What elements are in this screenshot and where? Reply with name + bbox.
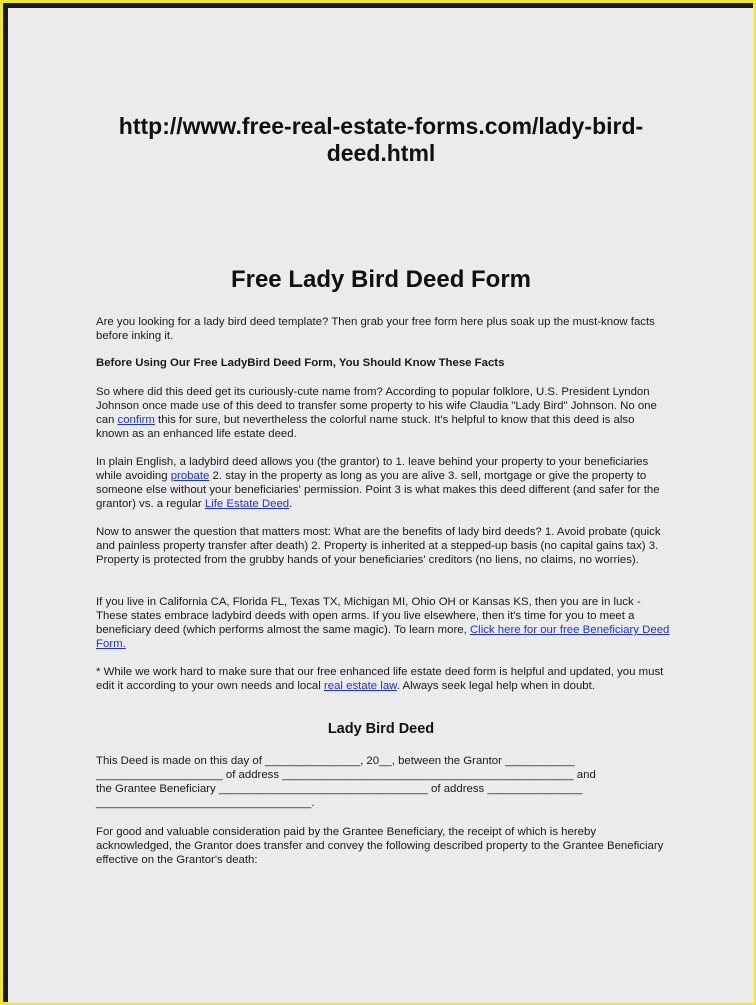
- states-paragraph: [96, 595, 670, 651]
- deed-line-3: the Grantee Beneficiary _________________________________ of address _______________: [96, 783, 583, 795]
- deed-line-4: __________________________________.: [96, 797, 315, 809]
- folklore-paragraph: [96, 385, 670, 441]
- plain-english-text-a: In plain English, a ladybird deed allows you (the grantor) to 1. leave behind your property to your beneficiaries while avoiding: [96, 456, 649, 482]
- plain-english-paragraph: [96, 455, 670, 511]
- confirm-link[interactable]: confirm: [117, 414, 155, 426]
- beneficiary-deed-link[interactable]: Click here for our free Beneficiary Deed Form.: [96, 624, 670, 650]
- benefits-paragraph: Now to answer the question that matters most: What are the benefits of lady bird deeds? 1. Avoid probate (quick and painless property transfer after death) 2. Property is inherited at a stepped-up basis (no capital gains tax) 3. Property is protected from the grubby hands of your beneficiaries' creditors (no liens, no claims, no worries).: [96, 526, 661, 566]
- consideration-paragraph: For good and valuable consideration paid by the Grantee Beneficiary, the receipt of which is hereby acknowledged, the Grantor does transfer and convey the following described property to the Grantee Beneficiary effective on the Grantor's death:: [96, 826, 664, 866]
- intro-paragraph: Are you looking for a lady bird deed template? Then grab your free form here plus soak up the must-know facts before inking it.: [96, 316, 655, 342]
- disclaimer-text-a: * While we work hard to make sure that our free enhanced life estate deed form is helpful and updated, you must edit it according to your own needs and local: [96, 666, 664, 692]
- url-title: [8, 113, 754, 167]
- facts-heading: Before Using Our Free LadyBird Deed Form, You Should Know These Facts: [96, 357, 505, 369]
- plain-english-text-b: 2. stay in the property as long as you are alive 3. sell, mortgage or give the property to someone else without your beneficiaries' permission. Point 3 is what makes this deed different (and safer for the grantor) vs. a regular: [96, 470, 660, 510]
- deed-line-1: This Deed is made on this day of _______________, 20__, between the Grantor ___________: [96, 755, 575, 767]
- deed-line-2: ____________________ of address ______________________________________________ and: [96, 769, 596, 781]
- disclaimer-paragraph: [96, 665, 670, 693]
- disclaimer-text-b: . Always seek legal help when in doubt.: [396, 680, 595, 692]
- states-text: If you live in California CA, Florida FL, Texas TX, Michigan MI, Ohio OH or Kansas KS, then you are in luck - These states embrace ladybird deeds with open arms. If you live elsewhere, then it's time for you to meet a beneficiary deed (which performs almost the same magic). To learn more,: [96, 596, 641, 636]
- deed-parties-paragraph: [96, 754, 670, 810]
- real-estate-law-link[interactable]: real estate law: [323, 680, 397, 692]
- folklore-text-b: this for sure, but nevertheless the colorful name stuck. It's helpful to know that this deed is also known as an enhanced life estate deed.: [96, 414, 635, 440]
- probate-link[interactable]: probate: [170, 470, 210, 482]
- deed-title: Lady Bird Deed: [327, 721, 435, 737]
- url-title-line-2: deed.html: [326, 140, 436, 166]
- document-page: [8, 8, 754, 1003]
- life-estate-deed-link[interactable]: Life Estate Deed: [204, 498, 290, 510]
- plain-english-text-c: .: [289, 498, 293, 510]
- url-title-line-1: http://www.free-real-estate-forms.com/lady-bird-: [118, 113, 644, 139]
- page-title: Free Lady Bird Deed Form: [230, 266, 532, 293]
- folklore-text-a: So where did this deed get its curiously-cute name from? According to popular folklore, U.S. President Lyndon Johnson once made use of this deed to transfer some property to his wife Claudia "Lady Bird" Johnson. No one can: [96, 386, 657, 426]
